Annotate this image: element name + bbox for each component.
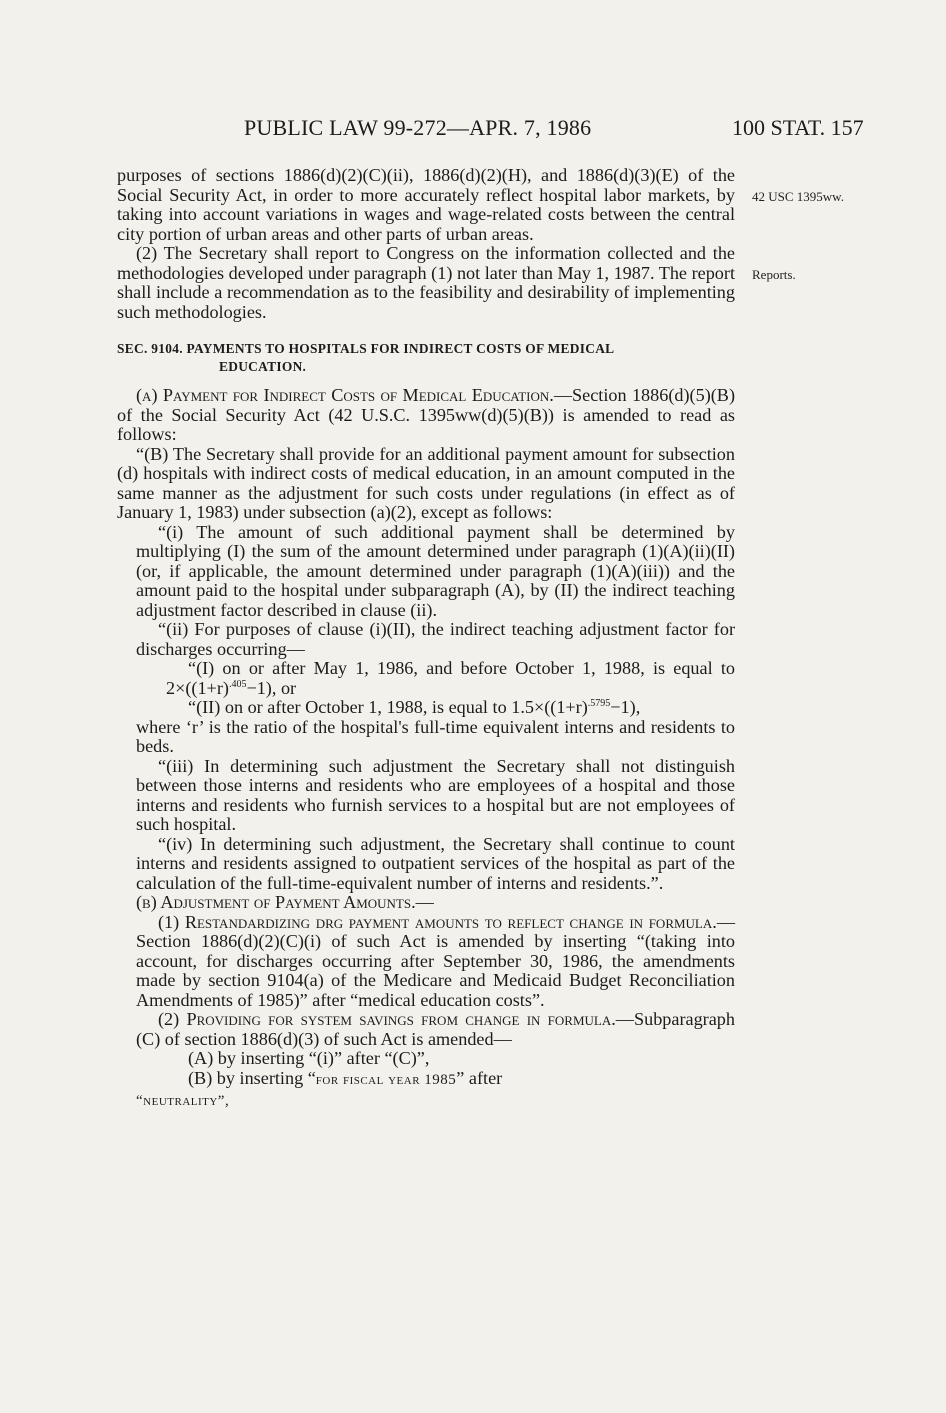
subclause-I-text: “(I) on or after May 1, 1986, and before October 1, 1988, is equal to 2×((1+r) — [166, 658, 735, 698]
paragraph-b1-text: —Section 1886(d)(2)(C)(i) of such Act is amended by inserting “(taking into account, for discharges occurring after September 30, 1986, the amendments made by section 9104(a) of the Medicare and Medicaid Budget Reconciliation Amendments of 1985)” after “medical education costs”. — [136, 911, 735, 1010]
section-heading-line1: SEC. 9104. PAYMENTS TO HOSPITALS FOR INDIRECT COSTS OF MEDICAL — [117, 341, 615, 356]
paragraph-b1-heading: (1) Restandardizing drg payment amounts to reflect change in formula. — [158, 911, 717, 932]
clause-i: “(i) The amount of such additional payment shall be determined by multiplying (I) the sum of the amount determined under paragraph (1)(A)(ii)(II) (or, if applicable, the amount determined under paragraph (1)(A)(iii)) and the amount paid to the hospital under subparagraph (A), by (II) the indirect teaching adjustment factor described in clause (ii). — [136, 521, 735, 620]
paragraph-report: (2) The Secretary shall report to Congress on the information collected and the methodologies developed under paragraph (1) not later than May 1, 1987. The report shall include a recommendation as to the feasibility and desirability of implementing such methodologies. — [117, 243, 735, 322]
paragraph-b1 — [117, 913, 735, 1011]
paragraph-purposes: purposes of sections 1886(d)(2)(C)(ii), 1886(d)(2)(H), and 1886(d)(3)(E) of the Social Security Act, in order to more accurately reflect hospital labor markets, by taking into account variations in wages and wage-related costs between the central city portion of urban areas and other parts of urban areas. — [117, 165, 735, 244]
subsection-a-text: —Section 1886(d)(5)(B) of the Social Security Act (42 U.S.C. 1395ww(d)(5)(B)) is amended to read as follows: — [117, 385, 735, 444]
subparagraph-B-text: (B) by inserting “ — [188, 1067, 316, 1088]
paragraph-b2-heading: (2) Providing for system savings from change in formula. — [158, 1009, 616, 1029]
subsection-b-dash: — — [415, 892, 434, 912]
subparagraph-B-quote2: “neutrality”, — [136, 1093, 230, 1109]
paragraph-b2 — [117, 1010, 735, 1049]
section-heading — [117, 340, 735, 376]
subclause-I — [117, 659, 735, 698]
page-header-stat: 100 STAT. 157 — [732, 115, 864, 140]
subclause-I-exponent: .405 — [228, 678, 247, 690]
subclause-II-exponent: .5795 — [587, 697, 611, 709]
page-header-title: PUBLIC LAW 99-272—APR. 7, 1986 — [244, 115, 592, 140]
subparagraph-B-quote1: for fiscal year 1985 — [315, 1071, 457, 1088]
subsection-a-heading: (a) Payment for Indirect Costs of Medical Education. — [136, 385, 554, 405]
subclause-II-text: “(II) on or after October 1, 1988, is equal to 1.5×((1+r) — [188, 697, 588, 717]
body-text — [117, 166, 735, 1112]
clause-ii: “(ii) For purposes of clause (i)(II), the indirect teaching adjustment factor for discharges occurring— — [136, 619, 735, 659]
margin-note-usc: 42 USC 1395ww. — [752, 189, 844, 204]
subparagraph-B — [117, 1069, 735, 1091]
margin-note-reports: Reports. — [752, 267, 796, 282]
clause-iv: “(iv) In determining such adjustment, the Secretary shall continue to count interns and residents assigned to outpatient services of the hospital as part of the calculation of the full-time-equivalent number of interns and residents.”. — [136, 833, 735, 893]
subclause-II — [117, 698, 735, 718]
where-clause: where ‘r’ is the ratio of the hospital's full-time equivalent interns and residents to beds. — [136, 716, 735, 756]
subparagraph-A: (A) by inserting “(i)” after “(C)”, — [188, 1048, 430, 1068]
subsection-a — [117, 386, 735, 445]
section-heading-line2: EDUCATION. — [219, 359, 307, 374]
paragraph-b-quoted: “(B) The Secretary shall provide for an additional payment amount for subsection (d) hospitals with indirect costs of medical education, in an amount computed in the same manner as the adjustment for such costs under regulations (in effect as of January 1, 1983) under subsection (a)(2), except as follows: — [117, 443, 735, 522]
subparagraph-B-after: ” after — [456, 1067, 503, 1088]
clause-iii: “(iii) In determining such adjustment the Secretary shall not distinguish between those interns and residents who are employees of a hospital and those interns and residents who furnish services to a hospital but are not employees of such hospital. — [136, 755, 735, 834]
paragraph-b2-text: —Subparagraph (C) of section 1886(d)(3) of such Act is amended— — [136, 1009, 735, 1049]
subparagraph-B-cont — [117, 1090, 735, 1112]
subclause-I-end: −1), or — [246, 677, 297, 698]
subsection-b-heading: (b) Adjustment of Payment Amounts. — [136, 892, 416, 912]
subclause-II-end: −1), — [610, 697, 641, 717]
subsection-b — [117, 893, 735, 913]
